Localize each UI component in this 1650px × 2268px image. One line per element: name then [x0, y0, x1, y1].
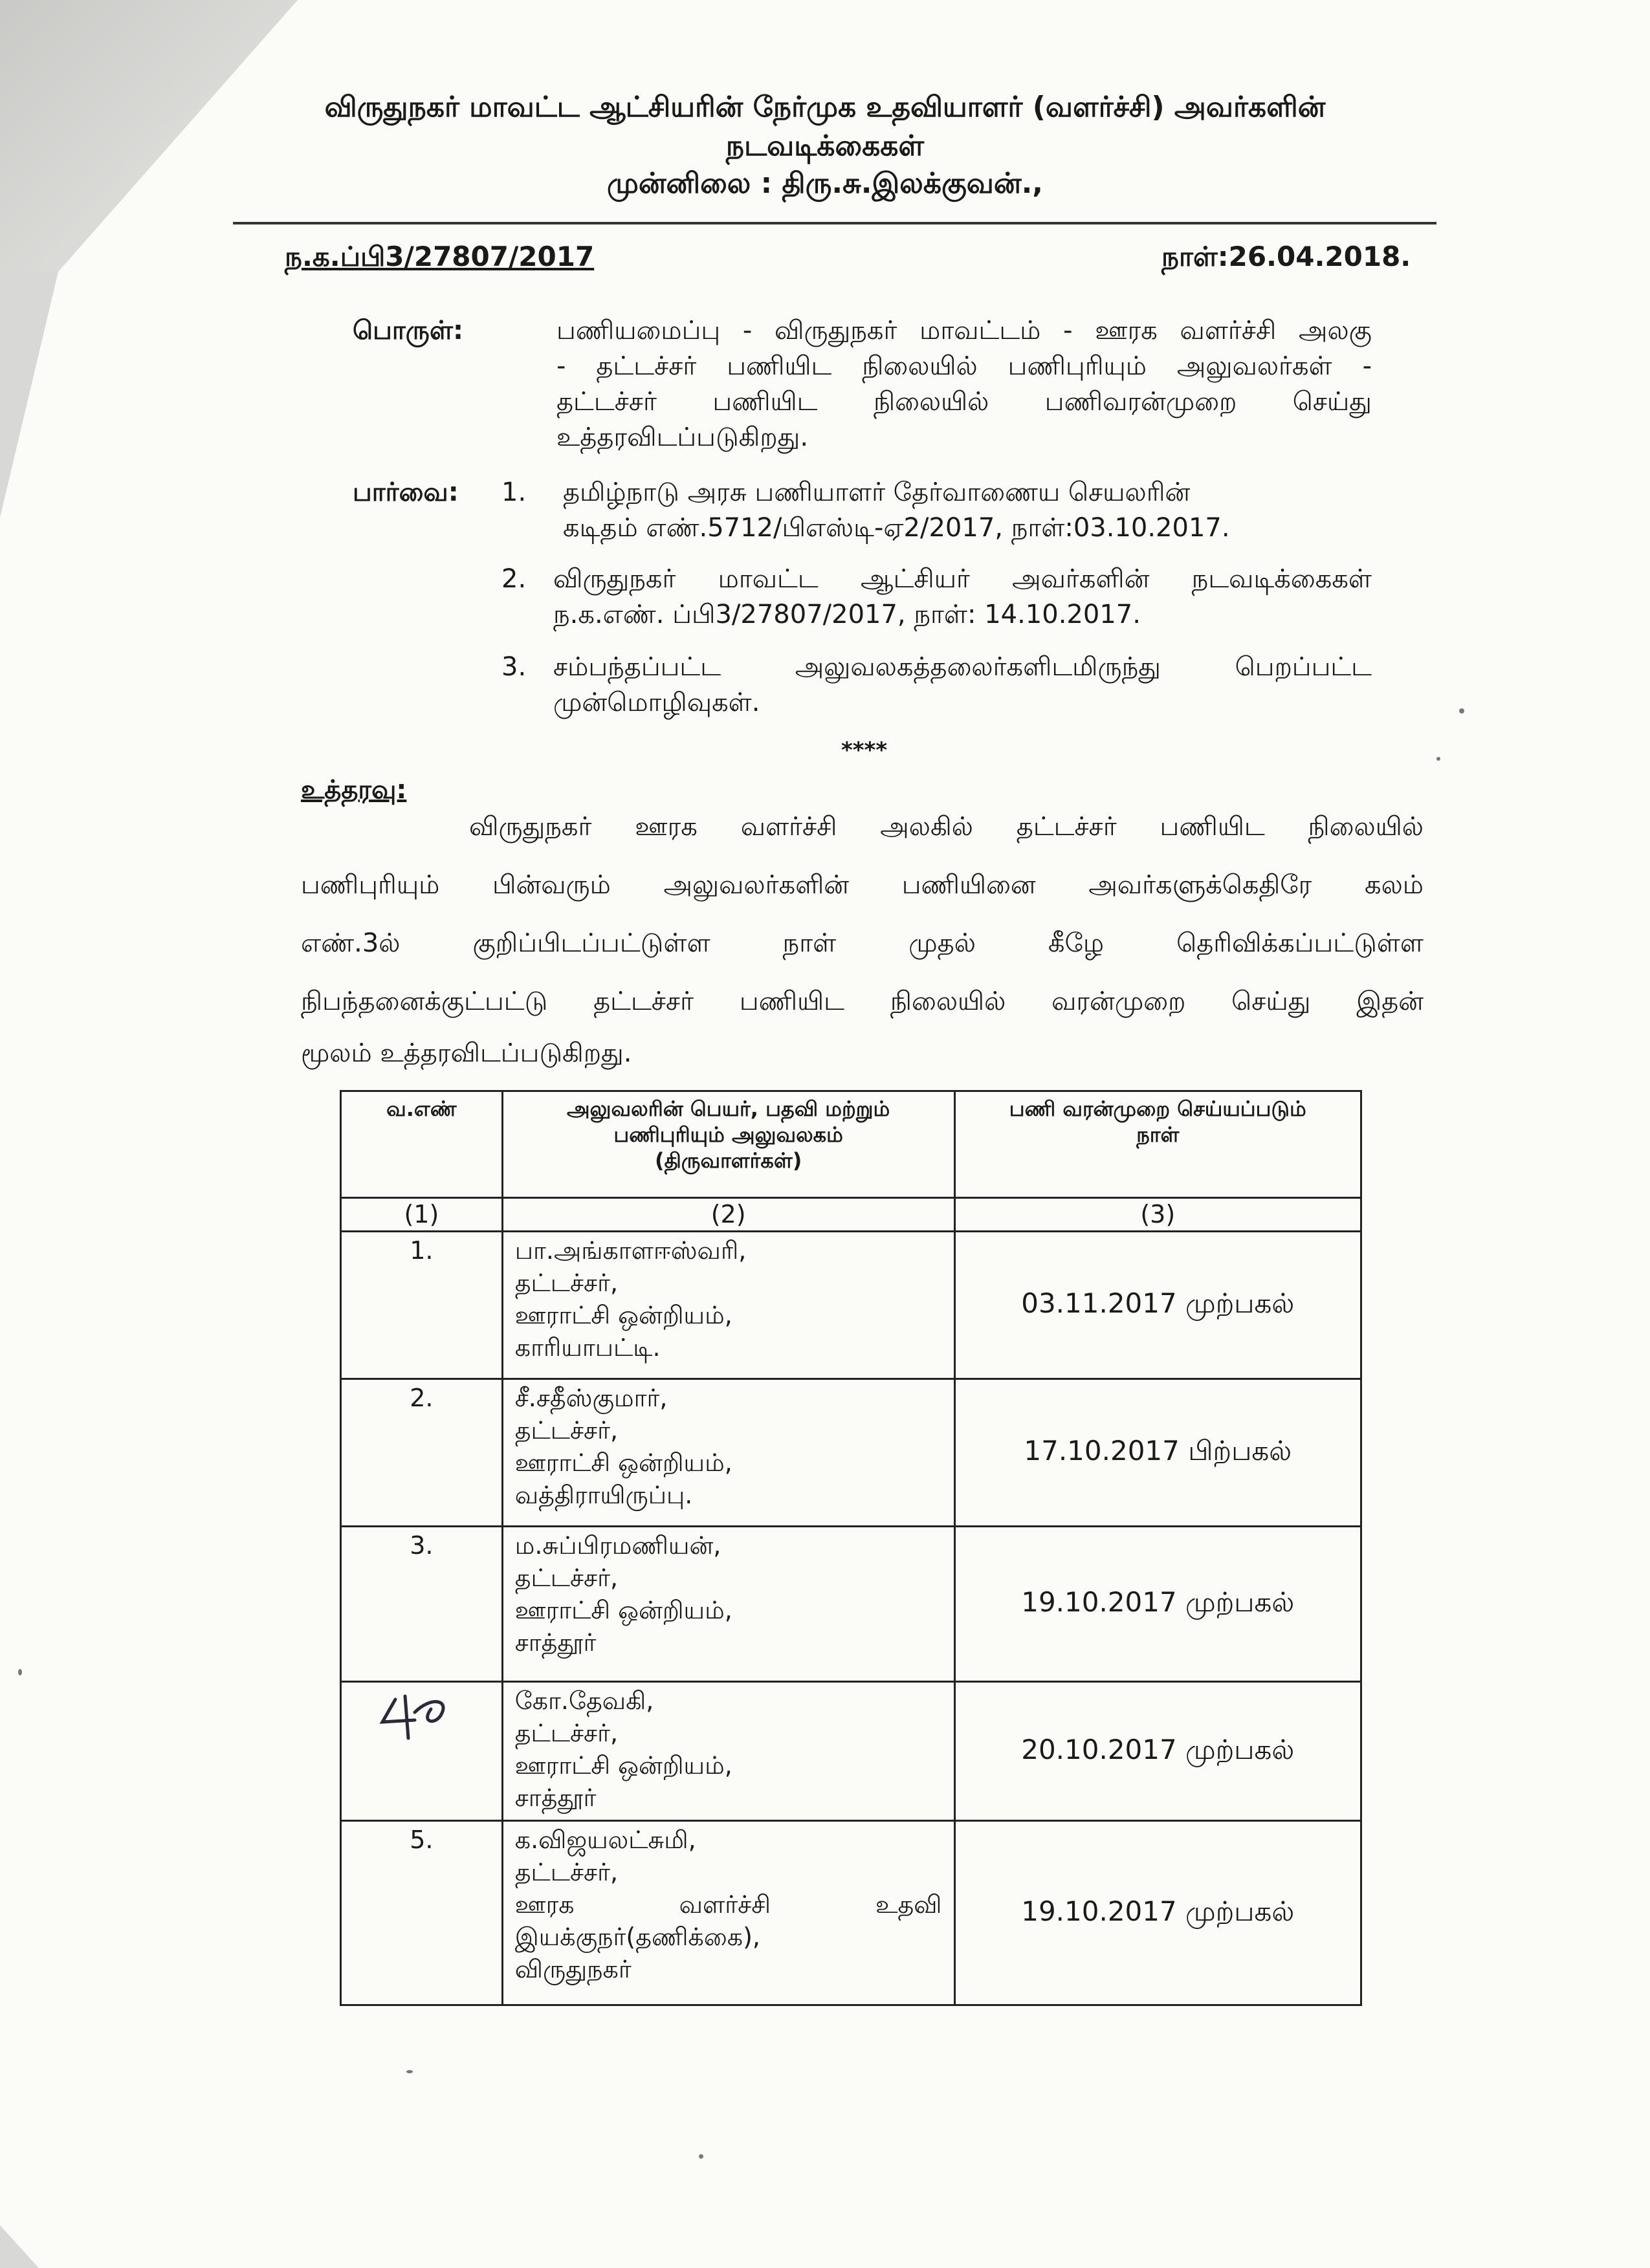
row-employee [502, 1527, 954, 1682]
employee-name: சீ.சதீஸ்குமார், [514, 1384, 668, 1412]
employee-post: தட்டச்சர், [514, 1719, 619, 1747]
colnum-1: (1) [341, 1198, 503, 1232]
order-line-5: மூலம் உத்தரவிடப்படுகிறது. [301, 1038, 632, 1068]
employee-post: தட்டச்சர், [514, 1564, 619, 1592]
reference-2-line-2: ந.க.எண். ப்பி3/27807/2017, நாள்: 14.10.2017. [553, 600, 1141, 629]
row-employee [502, 1232, 954, 1379]
row-serial: 3. [341, 1527, 503, 1682]
row-employee [502, 1379, 954, 1527]
row-date: 19.10.2017 முற்பகல் [954, 1527, 1361, 1682]
reference-3-line-2: முன்மொழிவுகள். [553, 688, 760, 717]
order-line-3: எண்.3ல் குறிப்பிடப்பட்டுள்ள நாள் முதல் கீழே தெரிவிக்கப்பட்டுள்ள [301, 928, 1424, 958]
employee-office: ஊராட்சி ஒன்றியம், [514, 1596, 732, 1624]
employee-office: ஊராட்சி ஒன்றியம், [514, 1301, 732, 1329]
header-line-2: நடவடிக்கைகள் [725, 129, 925, 162]
reference-number: ந.க.ப்பி3/27807/2017 [285, 241, 595, 272]
employee-name: கோ.தேவகி, [514, 1686, 654, 1715]
scan-speck [1459, 708, 1464, 714]
regularisation-table [340, 1090, 1362, 2006]
header-date-line-2: நாள் [1136, 1122, 1180, 1147]
row-serial: 1. [341, 1232, 503, 1379]
date-value: 26.04.2018. [1228, 241, 1411, 272]
order-line-1: விருதுநகர் ஊரக வளர்ச்சி அலகில் தட்டச்சர் பணியிட நிலையில் [469, 812, 1424, 842]
employee-office-line-2: இயக்குநர்(தணிக்கை), [514, 1923, 760, 1951]
header-line-3: முன்னிலை : திரு.சு.இலக்குவன்., [606, 167, 1044, 200]
row-serial-handwritten [341, 1682, 503, 1821]
reference-1-line-1: தமிழ்நாடு அரசு பணியாளர் தேர்வாணைய செயலரின் [563, 477, 1191, 507]
header-line-1: விருதுநகர் மாவட்ட ஆட்சியரின் நேர்முக உதவியாளர் (வளர்ச்சி) அவர்களின் [324, 91, 1326, 124]
scan-speck [699, 2154, 703, 2159]
subject-line-2: - தட்டச்சர் பணியிட நிலையில் பணிபுரியும் அலுவலர்கள் - [556, 351, 1372, 381]
header-divider [233, 222, 1436, 224]
employee-place: வத்திராயிருப்பு. [514, 1481, 693, 1509]
employee-office: ஊராட்சி ஒன்றியம், [514, 1751, 732, 1780]
references-label: பார்வை: [353, 477, 459, 507]
reference-2-line-1: விருதுநகர் மாவட்ட ஆட்சியர் அவர்களின் நடவடிக்கைகள் [553, 564, 1372, 594]
subject-label: பொருள்: [353, 316, 463, 345]
separator-stars: **** [841, 737, 888, 763]
reference-3-number: 3. [501, 652, 527, 682]
row-serial: 2. [341, 1379, 503, 1527]
scan-speck [406, 2070, 413, 2073]
order-date [1161, 241, 1411, 276]
order-line-2: பணிபுரியும் பின்வரும் அலுவலர்களின் பணியினை அவர்களுக்கெதிரே கலம் [301, 870, 1424, 900]
row-date: 03.11.2017 முற்பகல் [954, 1232, 1361, 1379]
reference-1-number: 1. [501, 477, 527, 507]
row-employee [502, 1682, 954, 1821]
reference-1-line-2: கடிதம் எண்.5712/பிஎஸ்டி-ஏ2/2017, நாள்:03.10.2017. [563, 513, 1230, 543]
reference-3-line-1: சம்பந்தப்பட்ட அலுவலகத்தலைர்களிடமிருந்து பெறப்பட்ட [553, 652, 1372, 682]
employee-post: தட்டச்சர், [514, 1416, 619, 1445]
header-serial: வ.எண் [341, 1091, 503, 1198]
row-date: 19.10.2017 முற்பகல் [954, 1821, 1361, 2005]
subject-line-3: தட்டச்சர் பணியிட நிலையில் பணிவரன்முறை செய்து [556, 387, 1372, 417]
employee-office: ஊராட்சி ஒன்றியம், [514, 1448, 732, 1477]
employee-post: தட்டச்சர், [514, 1858, 619, 1886]
table-header-row [341, 1091, 1361, 1198]
date-label: நாள்: [1161, 241, 1229, 272]
employee-place: காரியாபட்டி. [514, 1333, 661, 1362]
table-row [341, 1682, 1361, 1821]
subject-line-1: பணியமைப்பு - விருதுநகர் மாவட்டம் - ஊரக வளர்ச்சி அலகு [556, 316, 1372, 345]
subject-line-4: உத்தரவிடப்படுகிறது. [556, 422, 809, 452]
order-line-4: நிபந்தனைக்குட்பட்டு தட்டச்சர் பணியிட நிலையில் வரன்முறை செய்து இதன் [301, 987, 1424, 1016]
employee-office: ஊரக வளர்ச்சி உதவி [514, 1890, 942, 1919]
table-row [341, 1379, 1361, 1527]
header-employee-line-3: (திருவாளர்கள்) [654, 1148, 802, 1173]
employee-place: சாத்தூர் [514, 1783, 597, 1812]
row-date: 20.10.2017 முற்பகல் [954, 1682, 1361, 1821]
table-row [341, 1527, 1361, 1682]
header-date [954, 1091, 1361, 1198]
handwritten-4-mark [369, 1686, 473, 1745]
reference-2-number: 2. [501, 564, 527, 594]
scan-speck [18, 1669, 22, 1675]
scan-speck [1436, 757, 1440, 761]
header-employee-line-2: பணிபுரியும் அலுவலகம் [613, 1122, 843, 1147]
employee-name: க.விஜயலட்சுமி, [514, 1826, 696, 1854]
employee-name: ம.சுப்பிரமணியன், [514, 1531, 721, 1560]
employee-name: பா.அங்காளஈஸ்வரி, [514, 1236, 747, 1265]
row-date: 17.10.2017 பிற்பகல் [954, 1379, 1361, 1527]
employee-place: சாத்தூர் [514, 1628, 597, 1657]
colnum-2: (2) [502, 1198, 954, 1232]
header-employee [502, 1091, 954, 1198]
colnum-3: (3) [954, 1198, 1361, 1232]
header-date-line-1: பணி வரன்முறை செய்யப்படும் [1009, 1096, 1306, 1121]
table-row [341, 1821, 1361, 2005]
employee-place: விருதுநகர் [514, 1955, 632, 1983]
header-employee-line-1: அலுவலரின் பெயர், பதவி மற்றும் [566, 1096, 890, 1121]
table-row [341, 1232, 1361, 1379]
order-label: உத்தரவு: [301, 775, 407, 805]
employee-post: தட்டச்சர், [514, 1269, 619, 1297]
table-colnum-row [341, 1198, 1361, 1232]
row-employee [502, 1821, 954, 2005]
row-serial: 5. [341, 1821, 503, 2005]
